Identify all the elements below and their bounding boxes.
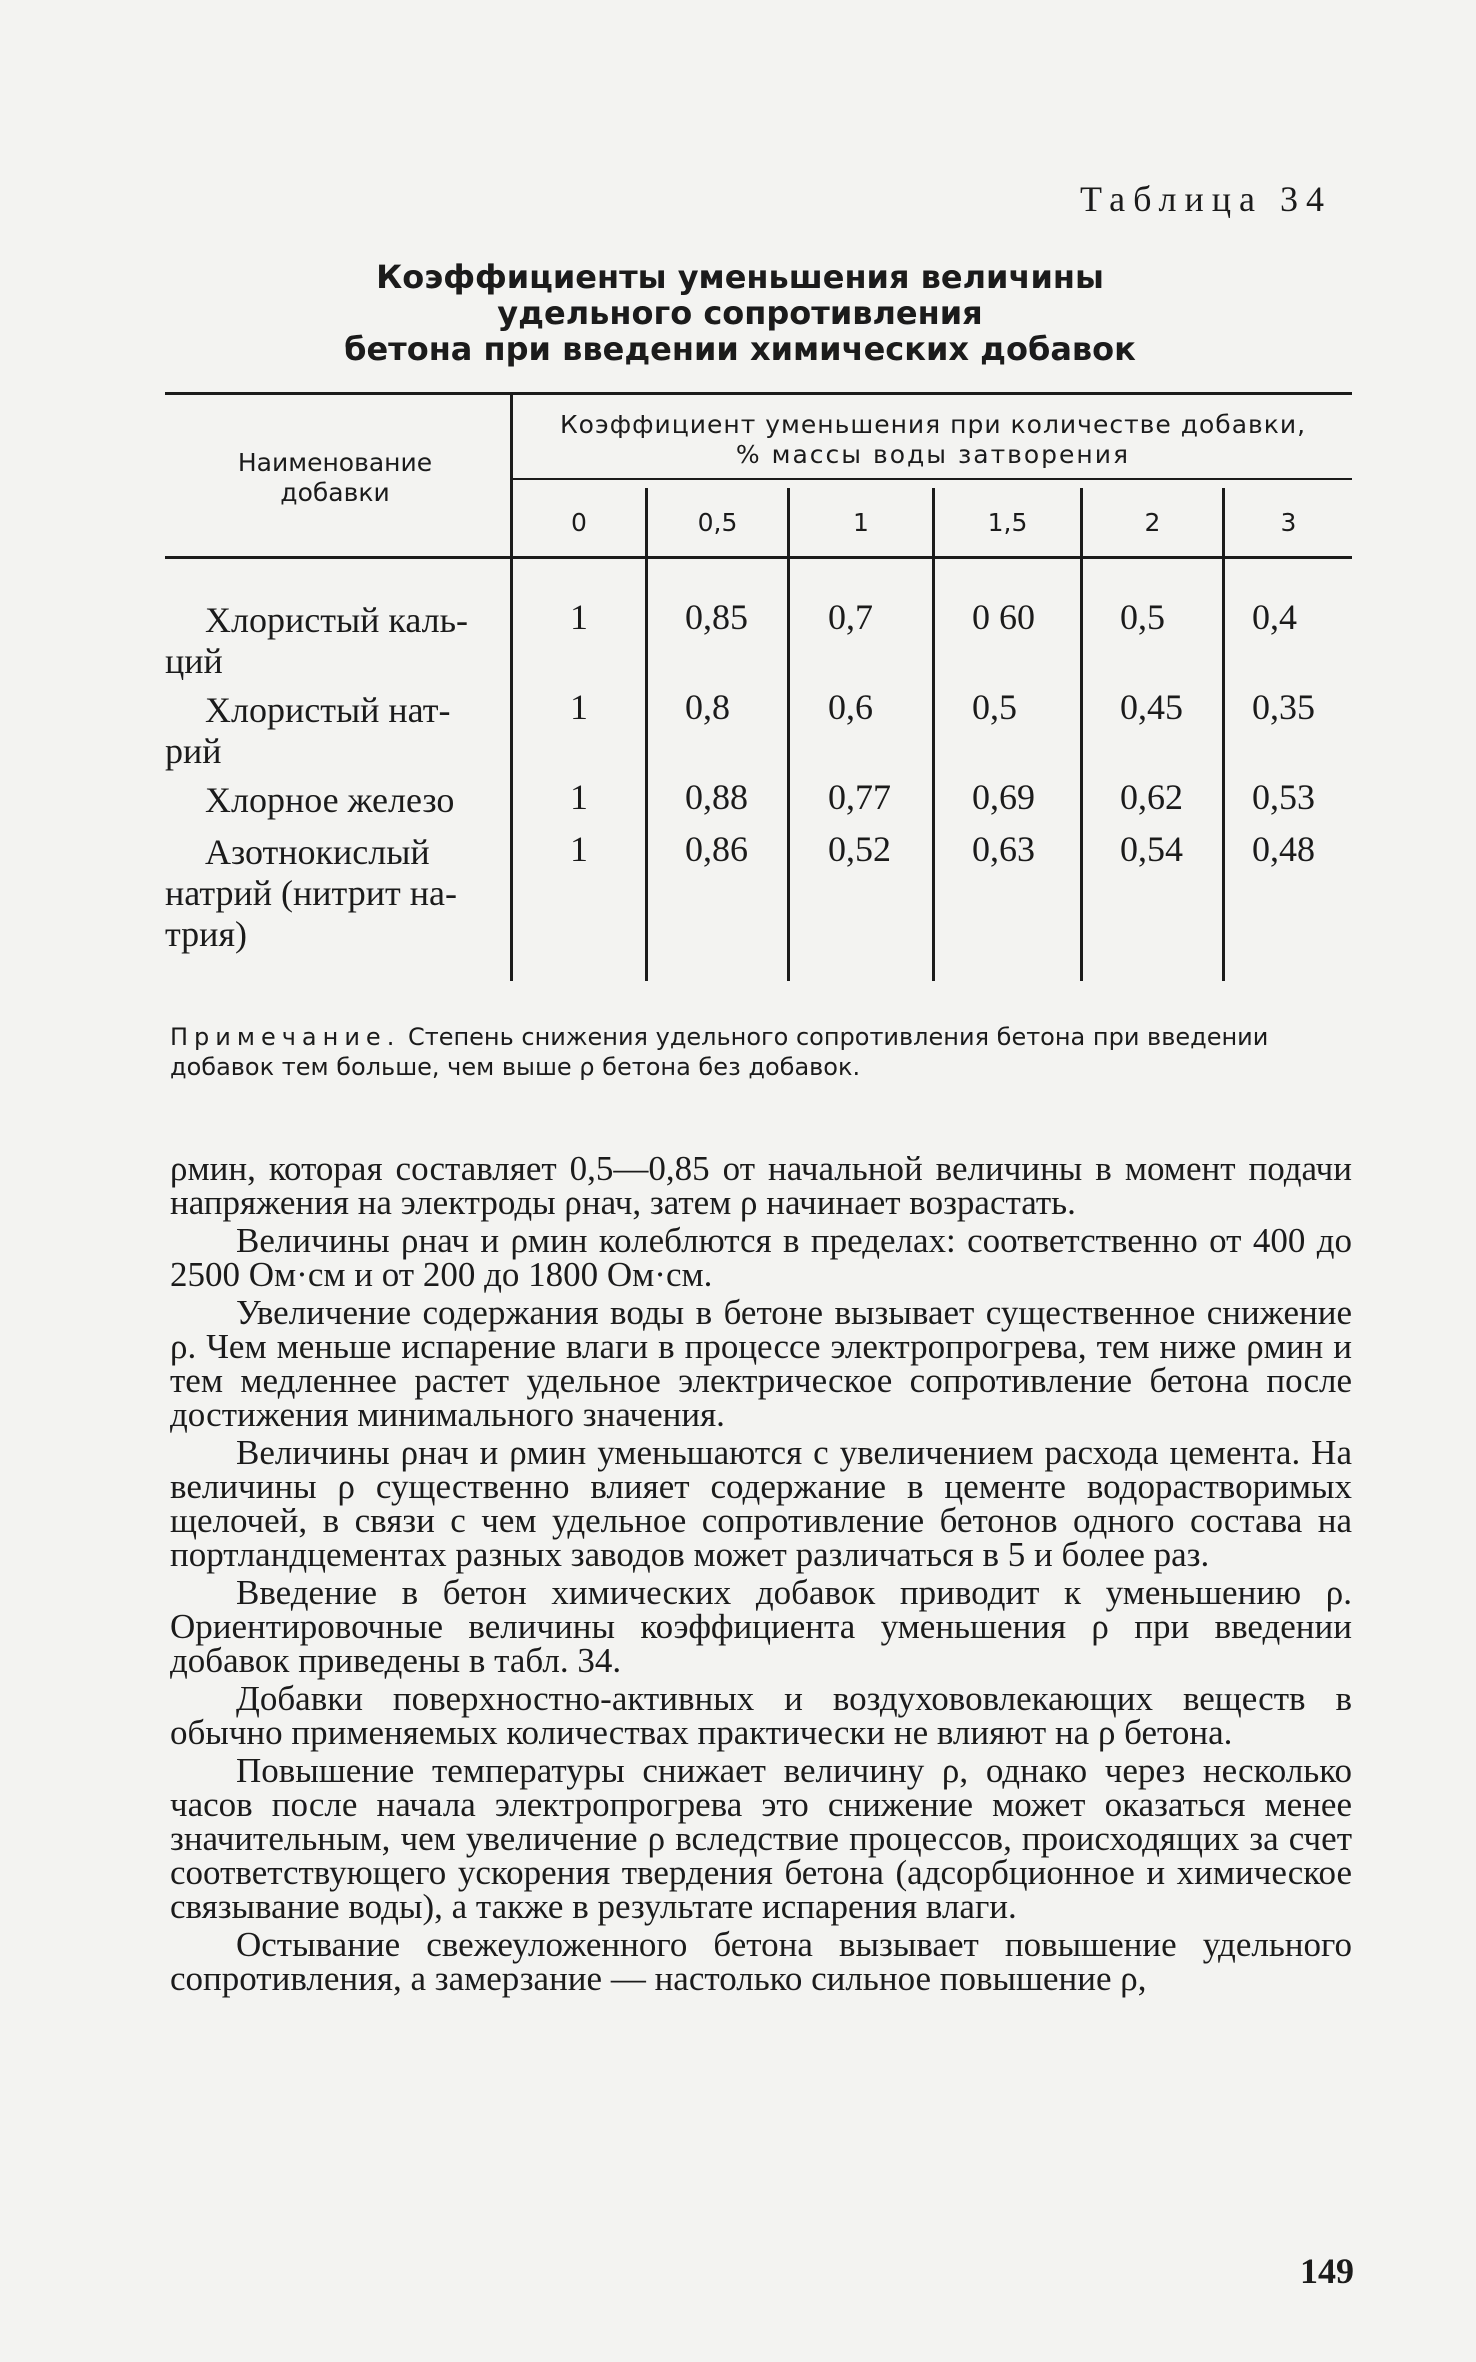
table-header-rule — [165, 556, 1352, 559]
table-cell: 0,45 — [1120, 687, 1183, 727]
note-label: Примечание. — [170, 1023, 401, 1051]
header-coef-line-1: Коэффициент уменьшения при количестве добавки, — [559, 410, 1307, 439]
table-row-name — [165, 690, 505, 772]
row-name-line: натрий (нитрит на- — [165, 873, 457, 913]
table-cell: 0,4 — [1252, 597, 1297, 637]
row-name-line: Хлористый нат- — [205, 690, 451, 730]
table-cell: 0,85 — [685, 597, 748, 637]
table-cell: 0,62 — [1120, 777, 1183, 817]
table-cell: 0,5 — [1120, 597, 1165, 637]
header-name-line-1: Наименование — [237, 448, 433, 477]
header-amount: 1,5 — [987, 508, 1028, 537]
table-cell: 0,52 — [828, 829, 891, 869]
table-cell: 0 60 — [972, 597, 1035, 637]
table-cell: 0,88 — [685, 777, 748, 817]
table-cell: 0,86 — [685, 829, 748, 869]
table-label: Таблица 34 — [1080, 179, 1332, 219]
table-subheader-rule — [512, 478, 1352, 480]
row-name-line: ций — [165, 641, 223, 681]
page-number: 149 — [1300, 2251, 1354, 2291]
body-text — [170, 1149, 1352, 2000]
header-coef-line-2: % массы воды затворения — [735, 440, 1131, 469]
header-amount: 0,5 — [697, 508, 738, 537]
table-row-name — [165, 780, 505, 821]
row-name-line: Хлористый каль- — [205, 600, 469, 640]
table-title-line-2: удельного сопротивления — [497, 294, 983, 332]
row-name-line: Азотнокислый — [205, 832, 430, 872]
table-row-name — [165, 600, 505, 682]
table-col-divider — [510, 395, 513, 981]
table-col-divider — [787, 488, 790, 981]
note-text: Степень снижения удельного сопротивления бетона при введении добавок тем больше, чем выше ρ бетона без добавок. — [170, 1023, 1269, 1081]
table-cell: 0,8 — [685, 687, 730, 727]
table-top-rule — [165, 392, 1352, 395]
table-cell: 1 — [570, 829, 588, 869]
paragraph: Величины ρнач и ρмин уменьшаются с увеличением расхода цемента. На величины ρ существенно влияет содержание в цементе водорастворимых щелочей, в связи с чем удельное сопротивление бетонов одного состава на портландцементах разных заводов может различаться в 5 и более раз. — [170, 1433, 1352, 1574]
header-name-line-2: добавки — [280, 478, 390, 507]
table-col-divider — [932, 488, 935, 981]
table-col-divider — [1222, 488, 1225, 981]
table-note — [170, 1022, 1352, 1082]
paragraph: Остывание свежеуложенного бетона вызывает повышение удельного сопротивления, а замерзание — настолько сильное повышение ρ, — [170, 1925, 1352, 1998]
table-title-line-3: бетона при введении химических добавок — [344, 330, 1136, 368]
table-cell: 0,7 — [828, 597, 873, 637]
table-cell: 0,6 — [828, 687, 873, 727]
header-amount: 2 — [1144, 508, 1161, 537]
paragraph: Повышение температуры снижает величину ρ, однако через несколько часов после начала электропрогрева это снижение может оказаться менее значительным, чем увеличение ρ вследствие процессов, происходящих за счет соответствующего ускорения твердения бетона (адсорбционное и химическое связывание воды), а также в результате испарения влаги. — [170, 1751, 1352, 1926]
table-cell: 0,77 — [828, 777, 891, 817]
header-amount: 1 — [853, 508, 869, 537]
paragraph: Увеличение содержания воды в бетоне вызывает существенное снижение ρ. Чем меньше испарение влаги в процессе электропрогрева, тем ниже ρмин и тем медленнее растет удельное электрическое сопротивление бетона после достижения минимального значения. — [170, 1293, 1352, 1434]
row-name-line: рий — [165, 731, 222, 771]
table-title-line-1: Коэффициенты уменьшения величины — [376, 258, 1104, 296]
table-cell: 0,5 — [972, 687, 1017, 727]
paragraph: ρмин, которая составляет 0,5—0,85 от начальной величины в момент подачи напряжения на электроды ρнач, затем ρ начинает возрастать. — [170, 1149, 1352, 1222]
paragraph: Добавки поверхностно-активных и воздухововлекающих веществ в обычно применяемых количествах практически не влияют на ρ бетона. — [170, 1679, 1352, 1752]
table-cell: 0,54 — [1120, 829, 1183, 869]
row-name-line: Хлорное железо — [205, 780, 455, 820]
header-amount: 3 — [1280, 508, 1297, 537]
table-cell: 1 — [570, 687, 588, 727]
table-cell: 1 — [570, 597, 588, 637]
table-cell: 1 — [570, 777, 588, 817]
table-cell: 0,53 — [1252, 777, 1315, 817]
paragraph: Величины ρнач и ρмин колеблются в пределах: соответственно от 400 до 2500 Ом·см и от 200 до 1800 Ом·см. — [170, 1221, 1352, 1294]
table-cell: 0,48 — [1252, 829, 1315, 869]
table-cell: 0,69 — [972, 777, 1035, 817]
paragraph: Введение в бетон химических добавок приводит к уменьшению ρ. Ориентировочные величины коэффициента уменьшения ρ при введении добавок приведены в табл. 34. — [170, 1573, 1352, 1680]
table-cell: 0,35 — [1252, 687, 1315, 727]
header-amount: 0 — [571, 508, 587, 537]
table-cell: 0,63 — [972, 829, 1035, 869]
table-row-name — [165, 832, 505, 955]
table-col-divider — [645, 488, 648, 981]
row-name-line: трия) — [165, 914, 247, 954]
table-col-divider — [1080, 488, 1083, 981]
